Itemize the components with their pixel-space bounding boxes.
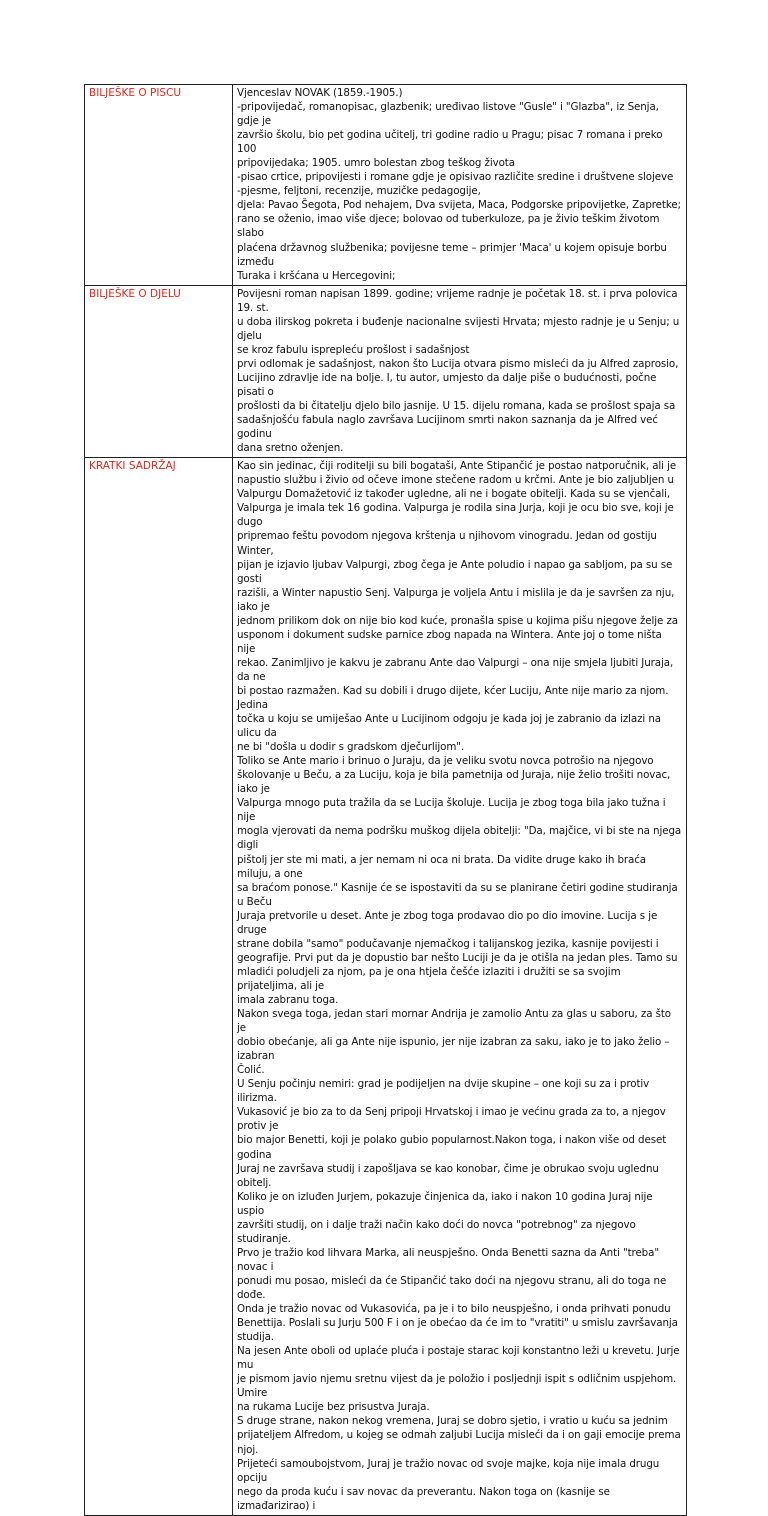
text-line: točka u koju se umiješao Ante u Lucijinom odgoju je kada joj je zabranio da izlazi na ulicu da [237,713,661,740]
text-line: nego da proda kuću i sav novac da preverantu. Nakon toga on (kasnije se izmađarizirao) i [237,1485,610,1512]
notes-table [84,84,687,1516]
text-line: ponudi mu posao, misleći da će Stipančić tako doći na njegovu stranu, ali do toga ne dođe. [237,1274,667,1301]
text-line: Nakon svega toga, jedan stari mornar Andrija je zamolio Antu za glas u saboru, za što je [237,1008,671,1035]
text-line: sa braćom ponose." Kasnije će se ispostaviti da su se planirane četiri godine studiranja u Beču [237,881,678,908]
text-line: mladići poludjeli za njom, pa je ona htjela češće izlaziti i družiti se sa svojim prijateljima, ali je [237,965,621,992]
text-line: Valpurga je imala tek 16 godina. Valpurga je rodila sina Jurja, koji je ocu bio sve, koji je dugo [237,502,674,529]
text-line: djela: Pavao Šegota, Pod nehajem, Dva svijeta, Maca, Podgorske pripovijetke, Zapretke; [237,199,681,212]
text-line: je pismom javio njemu sretnu vijest da je položio i posljednji ispit s odličnim uspjehom. Umire [237,1373,677,1400]
text-line: Valpurga mnogo puta tražila da se Lucija školuje. Lucija je zbog toga bila jako tužna i nije [237,797,666,824]
text-line: rekao. Zanimljivo je kakvu je zabranu Ante dao Valpurgi – ona nije smjela ljubiti Juraja, da ne [237,656,674,683]
text-line: prvi odlomak je sadašnjost, nakon što Lucija otvara pismo misleći da ju Alfred zaprosio, [237,357,679,370]
text-line: dobio obećanje, ali ga Ante nije ispunio, jer nije izabran za saku, iako je to jako želio – izabran [237,1036,670,1063]
text-line: geografije. Prvi put da je dopustio bar nešto Luciji je da je otišla na jedan ples. Tamo su [237,951,678,964]
text-line: Juraj ne završava studij i zapošljava se kao konobar, čime je obrukao svoju uglednu obitelj. [237,1162,659,1189]
section-text [233,85,687,286]
text-line: Čolić. [237,1064,265,1077]
text-line: bio major Benetti, koji je polako gubio popularnost.Nakon toga, i nakon više od deset godina [237,1134,667,1161]
text-line: strane dobila "samo" podučavanje njemačkog i talijanskog jezika, kasnije povijesti i [237,937,659,950]
text-line: prošlosti da bi čitatelju djelo bilo jasnije. U 15. dijelu romana, kada se prošlost spaja sa [237,400,676,413]
text-line: Povijesni roman napisan 1899. godine; vrijeme radnje je početak 18. st. i prva polovica 19. st. [237,287,678,314]
text-line: razišli, a Winter napustio Senj. Valpurga je voljela Antu i mislila je da je savršen za nju, iako je [237,586,675,613]
text-line: pijan je izjavio ljubav Valpurgi, zbog čega je Ante poludio i napao ga sabljom, pa su se gosti [237,558,673,585]
text-line: Turaka i kršćana u Hercegovini; [237,269,396,282]
text-line: napustio službu i živio od očeve imone stečene radom u krčmi. Ante je bio zaljubljen u [237,474,674,487]
section-label: KRATKI SADRŽAJ [85,458,233,1516]
text-line: mogla vjerovati da nema podršku muškog dijela obitelji: "Da, majčice, vi bi ste na njega digli [237,825,682,852]
text-line: dana sretno oženjen. [237,442,344,455]
table-row [85,285,687,458]
text-line: S druge strane, nakon nekog vremena, Juraj se dobro sjetio, i vratio u kuću sa jednim [237,1415,668,1428]
text-line: Prvo je tražio kod lihvara Marka, ali neuspješno. Onda Benetti sazna da Anti "treba" novac i [237,1246,659,1273]
text-line: se kroz fabulu isprepleću prošlost i sadašnjost [237,343,470,356]
section-text [233,458,687,1516]
text-line: Koliko je on izluđen Jurjem, pokazuje činjenica da, iako i nakon 10 godina Juraj nije uspio [237,1190,653,1217]
text-line: Toliko se Ante mario i brinuo o Juraju, da je veliku svotu novca potrošio na njegovo [237,755,654,768]
text-line: ne bi "došla u dodir s gradskom dječurlijom". [237,741,465,754]
text-line: Juraja pretvorile u deset. Ante je zbog toga prodavao dio po dio imovine. Lucija s je druge [237,909,658,936]
text-line: Benettija. Poslali su Jurju 500 F i on je obećao da će im to "vratiti" u smislu završavanja [237,1317,678,1330]
text-line: u doba ilirskog pokreta i buđenje nacionalne svijesti Hrvata; mjesto radnje je u Senju; u djelu [237,315,680,342]
text-line: Vjenceslav NOVAK (1859.-1905.) [237,87,403,99]
table-row [85,458,687,1516]
text-line: Lucijino zdravlje ide na bolje. I, tu autor, umjesto da dalje piše o budućnosti, počne pisati o [237,371,657,398]
text-line: -pripovijedač, romanopisac, glazbenik; uređivao listove "Gusle" i "Glazba", iz Senja, gdje je [237,101,659,128]
text-line: Valpurgu Domažetović iz također ugledne, ali ne i bogate obitelji. Kada su se vjenčali, [237,488,671,501]
text-line: Onda je tražio novac od Vukasovića, pa je i to bilo neuspješno, i onda prihvati ponudu [237,1303,671,1316]
text-line: Vukasović je bio za to da Senj pripoji Hrvatskoj i imao je većinu grada za to, a njegov protiv je [237,1106,666,1133]
text-line: -pjesme, feljtoni, recenzije, muzičke pedagogije, [237,185,481,198]
text-line: imala zabranu toga. [237,994,339,1006]
text-line: prijateljem Alfredom, u kojeg se odmah zaljubi Lucija misleći da i on gaji emocije prema njoj. [237,1429,681,1456]
section-text [233,285,687,458]
text-line: sadašnjošću fabula naglo završava Lucijinom smrti nakon saznanja da je Alfred već godinu [237,414,658,441]
text-line: pištolj jer ste mi mati, a jer nemam ni oca ni brata. Da vidite druge kako ih braća miluju, a one [237,853,647,880]
table-row [85,85,687,286]
text-line: Prijeteći samoubojstvom, Juraj je tražio novac od svoje majke, koja nije imala drugu opciju [237,1457,660,1484]
text-line: jednom prilikom dok on nije bio kod kuće, pronašla spise u kojima pišu njegove želje za [237,614,678,627]
section-label: BILJEŠKE O DJELU [85,285,233,458]
text-line: na rukama Lucije bez prisustva Juraja. [237,1401,430,1414]
text-line: Kao sin jedinac, čiji roditelji su bili bogataši, Ante Stipančić je postao natporučnik, ali je [237,460,677,473]
text-line: Na jesen Ante oboli od uplaće pluća i postaje starac koji konstantno leži u krevetu. Jurje mu [237,1345,680,1372]
text-line: pripremao feštu povodom njegova krštenja u njihovom vinogradu. Jedan od gostiju Winter, [237,530,657,557]
text-line: studija. [237,1331,274,1344]
text-line: U Senju počinju nemiri: grad je podijeljen na dvije skupine – one koji su za i protiv ilirizma. [237,1078,650,1105]
text-line: plaćena državnog službenika; povijesne teme – primjer 'Maca' u kojem opisuje borbu između [237,241,667,268]
text-line: rano se oženio, imao više djece; bolovao od tuberkuloze, pa je živio teškim životom slabo [237,213,660,240]
text-line: završiti studij, on i dalje traži način kako doći do novca "potrebnog" za njegovo studiranje. [237,1218,636,1245]
text-line: školovanje u Beču, a za Luciju, koja je bila pametnija od Juraja, nije želio trošiti novac, iako je [237,769,671,796]
text-line: pripovijedaka; 1905. umro bolestan zbog teškog života [237,157,515,170]
text-line: bi postao razmažen. Kad su dobili i drugo dijete, kćer Luciju, Ante nije mario za njom. Jedina [237,684,669,712]
text-line: -pisao crtice, pripovijesti i romane gdje je opisivao različite sredine i društvene slojeve [237,171,674,184]
text-line: usponom i dokument sudske parnice zbog napada na Wintera. Ante joj o tome ništa nije [237,628,662,655]
section-label: BILJEŠKE O PISCU [85,85,233,286]
text-line: završio školu, bio pet godina učitelj, tri godine radio u Pragu; pisac 7 romana i preko 100 [237,129,663,156]
